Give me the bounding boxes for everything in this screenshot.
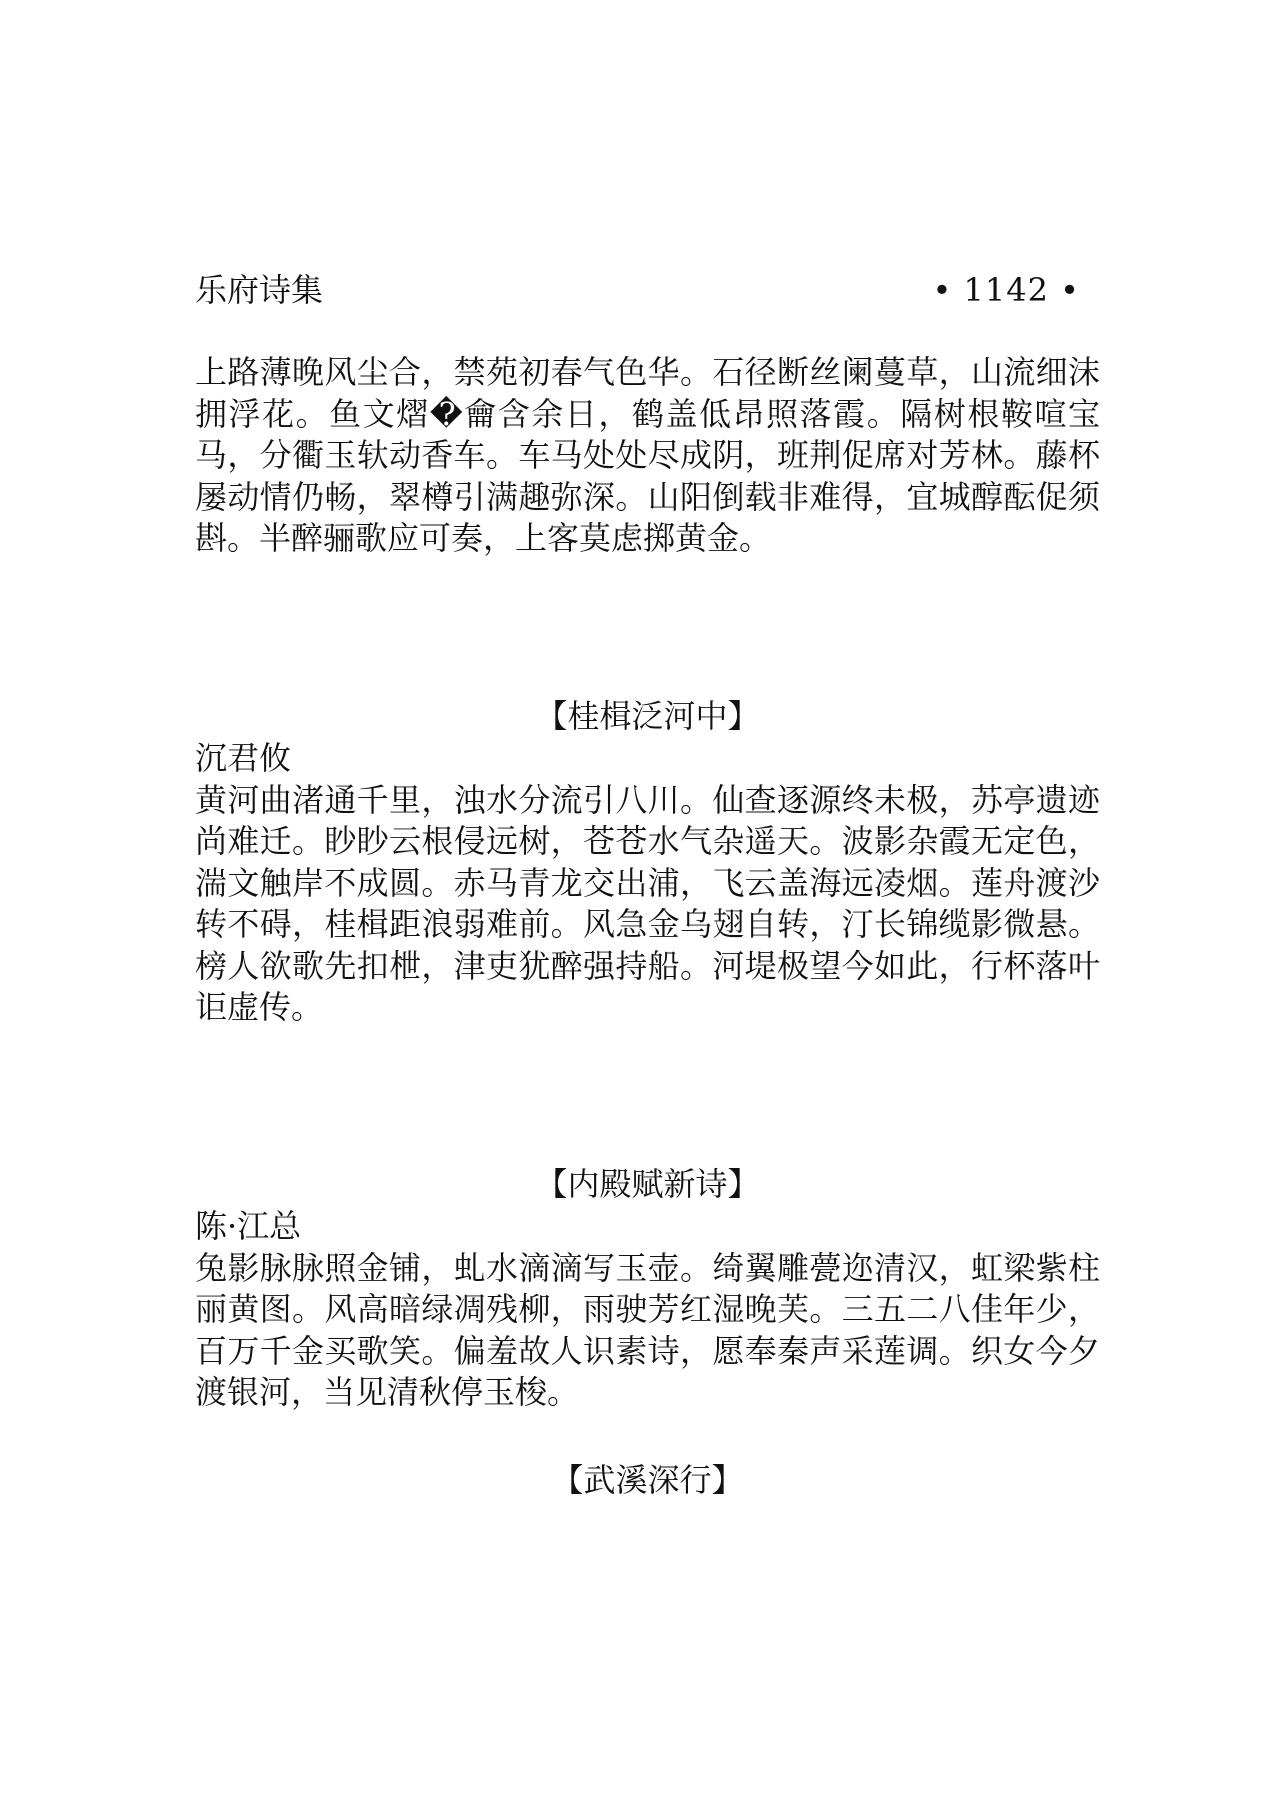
poem-author: 沉君攸 — [195, 739, 292, 777]
poem-author: 陈·江总 — [195, 1207, 302, 1245]
poem-title: 【内殿赋新诗】 — [535, 1165, 760, 1203]
poem-body: 上路薄晚风尘合，禁苑初春气色华。石径断丝阑蔓草，山流细沫拥浮花。鱼文熠�龠含余日，鹤盖低昂照落霞。隔树根鞍喧宝马，分衢玉轪动香车。车马处处尽成阴，班荆促席对芳林。藤杯屡动情仍畅，翠樽引满趣弥深。山阳倒载非难得，宜城醇酝促须斟。半醉骊歌应可奏，上客莫虑掷黄金。 — [195, 353, 1100, 557]
book-title: 乐府诗集 — [195, 271, 324, 309]
poem-section — [195, 1206, 1100, 1414]
poem-title: 【桂楫泛河中】 — [535, 697, 760, 735]
poem-body: 黄河曲渚通千里，浊水分流引八川。仙查逐源终未极，苏亭遗迹尚难迁。眇眇云根侵远树，苍苍水气杂遥天。波影杂霞无定色，湍文触岸不成圆。赤马青龙交出浦，飞云盖海远凌烟。莲舟渡沙转不碍，桂楫距浪弱难前。风急金乌翅自转，汀长锦缆影微悬。榜人欲歌先扣枻，津吏犹醉强持船。河堤极望今如此，行杯落叶讵虚传。 — [195, 780, 1100, 1026]
poem-body: 兔影脉脉照金铺，虬水滴滴写玉壶。绮翼雕甍迩清汉，虹梁紫柱丽黄图。风高暗绿凋残柳，雨驶芳红湿晚芙。三五二八佳年少，百万千金买歌笑。偏羞故人识素诗，愿奉秦声采莲调。织女今夕渡银河，当见清秋停玉梭。 — [195, 1248, 1100, 1411]
poem-section — [195, 738, 1100, 1029]
page-header — [195, 268, 1080, 312]
poem-continuation — [195, 352, 1100, 560]
page-number: • 1142 • — [932, 271, 1080, 309]
poem-title: 【武溪深行】 — [551, 1461, 744, 1499]
